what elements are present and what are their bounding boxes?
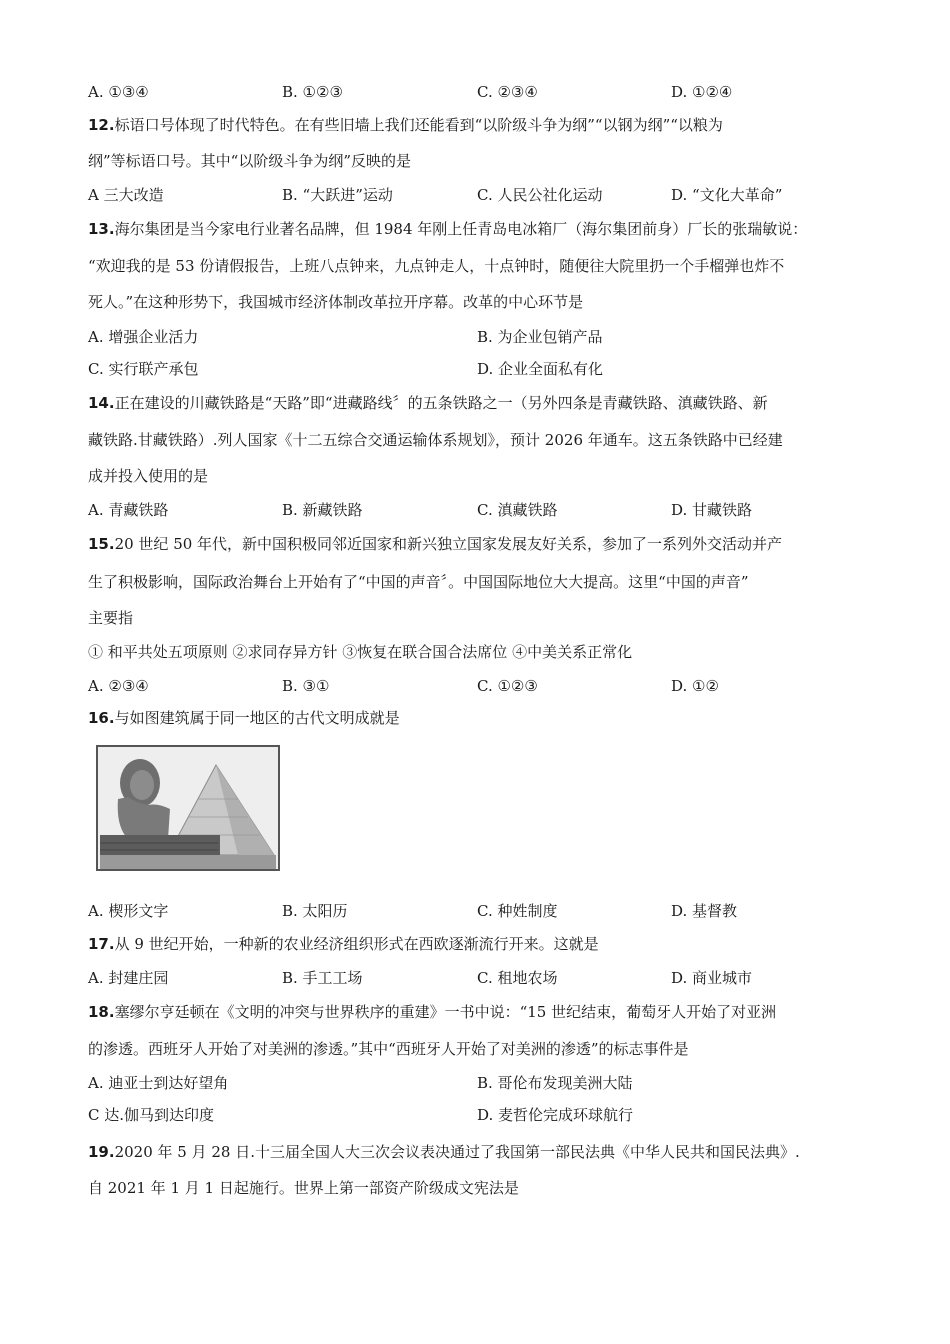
q14-line-3: 成并投入使用的是 [88, 467, 209, 485]
q19-line-2: 自 2021 年 1 月 1 日起施行。世界上第一部资产阶级成文宪法是 [88, 1179, 519, 1197]
q18-line-2: 的渗透。西班牙人开始了对美洲的渗透。”其中“西班牙人开始了对美洲的渗透”的标志事件是 [88, 1040, 689, 1058]
q17-text-1: 从 9 世纪开始，一种新的农业经济组织形式在西欧逐渐流行开来。这就是 [114, 935, 599, 953]
q19-text-1: 2020 年 5 月 28 日.十三届全国人大三次会议表决通过了我国第一部民法典《中华人民共和国民法典》. [114, 1143, 800, 1161]
q17-number: 17. [88, 935, 115, 953]
q14-text-1: 正在建设的川藏铁路是“天路”即“进藏路线〞的五条铁路之一（另外四条是青藏铁路、滇藏铁路、新 [114, 394, 768, 412]
q12-line-1 [88, 115, 723, 135]
q12-number: 12. [88, 116, 115, 134]
q12-option-a: A 三大改造 [88, 186, 164, 204]
q12-text-1: 标语口号体现了时代特色。在有些旧墙上我们还能看到“以阶级斗争为纲”“以钢为纲”“以粮为 [114, 116, 723, 134]
q16-option-c: C. 种姓制度 [477, 902, 558, 920]
q18-line-1 [88, 1002, 776, 1022]
q13-option-c: C. 实行联产承包 [88, 360, 199, 378]
q15-option-b: B. ③① [282, 677, 330, 695]
q15-text-1: 20 世纪 50 年代，新中国积极同邻近国家和新兴独立国家发展友好关系，参加了一系列外交活动并产 [114, 535, 783, 553]
q16-option-d: D. 基督教 [671, 902, 738, 920]
q13-line-1 [88, 219, 807, 239]
q15-option-d: D. ①② [671, 677, 719, 695]
q13-number: 13. [88, 220, 115, 238]
q12-line-2: 纲”等标语口号。其中“以阶级斗争为纲”反映的是 [88, 152, 412, 170]
q16-option-b: B. 太阳历 [282, 902, 348, 920]
q16-line-1 [88, 708, 400, 728]
q17-option-d: D. 商业城市 [671, 969, 753, 987]
q14-number: 14. [88, 394, 115, 412]
q13-line-3: 死人。”在这种形势下，我国城市经济体制改革拉开序幕。改革的中心环节是 [88, 293, 584, 311]
q14-option-d: D. 甘藏铁路 [671, 501, 753, 519]
q18-text-1: 塞缪尔亨廷顿在《文明的冲突与世界秩序的重建》一书中说：“15 世纪结束，葡萄牙人开始了对亚洲 [114, 1003, 777, 1021]
q14-option-b: B. 新藏铁路 [282, 501, 363, 519]
q15-line-2: 生了积极影响，国际政治舞台上开始有了“中国的声音〞。中国国际地位大大提高。这里“中国的声音” [88, 573, 749, 591]
q18-number: 18. [88, 1003, 115, 1021]
q12-option-d: D. “文化大革命” [671, 186, 783, 204]
q14-option-a: A. 青藏铁路 [88, 501, 169, 519]
q15-line-1 [88, 534, 782, 554]
q17-option-b: B. 手工工场 [282, 969, 363, 987]
q12-option-c: C. 人民公社化运动 [477, 186, 603, 204]
q14-line-2: 藏铁路.甘藏铁路）.列人国家《十二五综合交通运输体系规划》，预计 2026 年通车。这五条铁路中已经建 [88, 431, 783, 449]
q16-number: 16. [88, 709, 115, 727]
q11-option-b: B. ①②③ [282, 83, 343, 101]
q13-text-1: 海尔集团是当今家电行业著名品牌，但 1984 年刚上任青岛电冰箱厂（海尔集团前身）厂长的张瑞敏说： [114, 220, 808, 238]
q17-option-a: A. 封建庄园 [88, 969, 169, 987]
q15-number: 15. [88, 535, 115, 553]
q17-option-c: C. 租地农场 [477, 969, 558, 987]
q18-option-b: B. 哥伦布发现美洲大陆 [477, 1074, 633, 1092]
q18-option-d: D. 麦哲伦完成环球航行 [477, 1106, 634, 1124]
q16-text-1: 与如图建筑属于同一地区的古代文明成就是 [114, 709, 400, 727]
q13-option-b: B. 为企业包销产品 [477, 328, 603, 346]
q16-option-a: A. 楔形文字 [88, 902, 169, 920]
q13-option-d: D. 企业全面私有化 [477, 360, 604, 378]
sphinx-pyramid-image [96, 745, 280, 871]
q15-option-a: A. ②③④ [88, 677, 149, 695]
q15-option-c: C. ①②③ [477, 677, 538, 695]
q11-option-d: D. ①②④ [671, 83, 733, 101]
q14-line-1 [88, 393, 768, 413]
sphinx-pyramid-drawing [98, 747, 278, 869]
q11-option-c: C. ②③④ [477, 83, 538, 101]
q14-option-c: C. 滇藏铁路 [477, 501, 558, 519]
q15-statements: ① 和平共处五项原则 ②求同存异方针 ③恢复在联合国合法席位 ④中美关系正常化 [88, 643, 633, 661]
q12-option-b: B. “大跃进”运动 [282, 186, 393, 204]
q11-option-a: A. ①③④ [88, 83, 149, 101]
q18-option-c: C 达.伽马到达印度 [88, 1106, 215, 1124]
q15-line-3: 主要指 [88, 609, 134, 627]
q13-line-2: “欢迎我的是 53 份请假报告，上班八点钟来，九点钟走人，十点钟时，随便往大院里扔一个手榴弹也炸不 [88, 257, 785, 275]
q18-option-a: A. 迪亚士到达好望角 [88, 1074, 229, 1092]
q13-option-a: A. 增强企业活力 [88, 328, 199, 346]
q19-number: 19. [88, 1143, 115, 1161]
q19-line-1 [88, 1142, 800, 1162]
q17-line-1 [88, 934, 599, 954]
